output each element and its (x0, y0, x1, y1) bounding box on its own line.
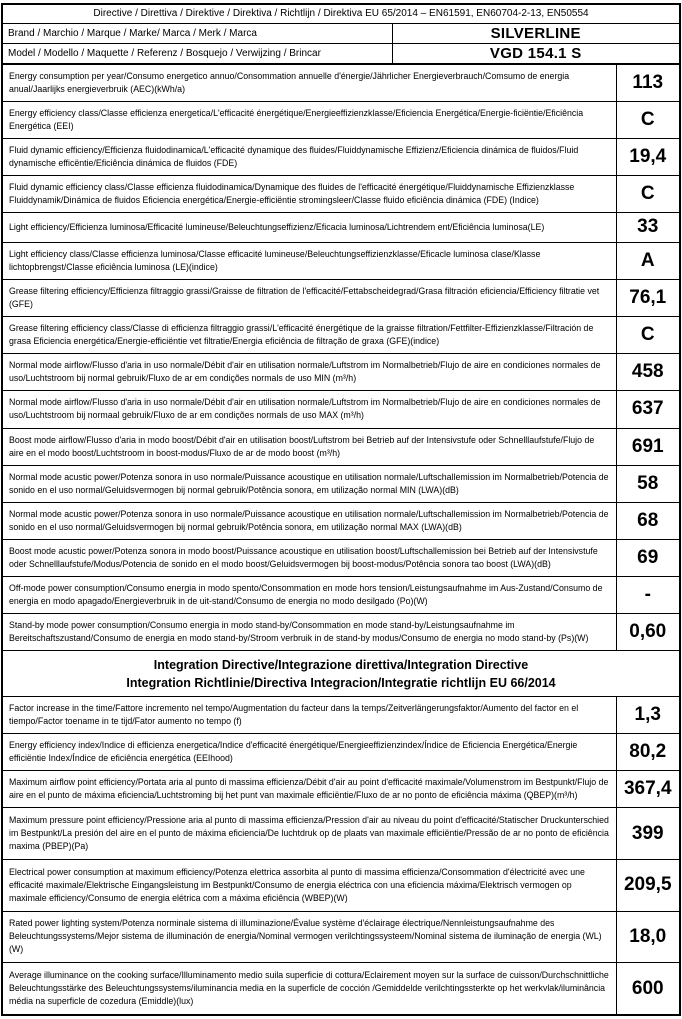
spec-label: Electrical power consumption at maximum efficiency/Potenza elettrica assorbita al punto di massima efficienza/Consommation d'électricité avec une efficacité maximale/Elektrische Eingangsleistung im Bestpunkt/Consumo de energia eléctrica con una eficiencia máxima/Elektrisch vermogen op maximale efficiency/Consumo de energia elétrica com a máxima eficiência (WBEP)(W) (3, 859, 616, 911)
spec-value: 600 (616, 963, 679, 1014)
table-row (3, 771, 679, 808)
brand-label: Brand / Marchio / Marque / Marke/ Marca / Merk / Marca (3, 23, 392, 43)
spec-value: 399 (616, 808, 679, 860)
table-row (3, 734, 679, 771)
spec-value: 68 (616, 502, 679, 539)
spec-label: Fluid dynamic efficiency/Efficienza fluidodinamica/L'efficacité dynamique des fluides/Fluiddynamische Effizienz/Eficiencia dinámica de fluidos/Fluid dynamische efficëntie/Eficiência dinámica de fluidos (FDE) (3, 138, 616, 175)
directive-header: Directive / Direttiva / Direktive / Direktiva / Richtlijn / Direktiva EU 65/2014 – EN61591, EN60704-2-13, EN50554 (3, 5, 679, 23)
spec-value: 69 (616, 539, 679, 576)
spec-label: Boost mode acustic power/Potenza sonora in modo boost/Puissance acoustique en utilisation boost/Luftschallemission bei Betrieb auf der Intensivstufe oder Schnelllaufstufe/Modus/Potencia de sonido en el modo boost/Geluidsvermogen bij boost-modus/Potência sonora tao boost (LWA)(dB) (3, 539, 616, 576)
spec-value: A (616, 243, 679, 280)
spec-label: Grease filtering efficiency class/Classe di efficienza filtraggio grassi/L'efficacité énergétique de la graisse filtration/Fettfilter-Effizienzklasse/Filtración de grasa Eficiencia energética/Energie-efficiëntie vet filtratie/Energia eficiência de filtração de graxa (GFE)(indice) (3, 317, 616, 354)
spec-value: 0,60 (616, 613, 679, 650)
table-row (3, 859, 679, 911)
spec-label: Factor increase in the time/Fattore incremento nel tempo/Augmentation du facteur dans la temps/Zeitverlängerungsfaktor/Aumento del factor en el tiempo/Factor toename in te tijd/Fator aumento no tempo (f) (3, 697, 616, 734)
table-row (3, 212, 679, 242)
spec-value: 80,2 (616, 734, 679, 771)
table-row (3, 354, 679, 391)
spec-label: Normal mode airflow/Flusso d'aria in uso normale/Débit d'air en utilisation normale/Luftstrom im Normalbetrieb/Flujo de aire en condiciones normales de uso/Luchtstroom bij normaal gebruik/Fluxo de ar em condições normals de uso MAX (m³/h) (3, 391, 616, 428)
section-header-line1: Integration Directive/Integrazione direttiva/Integration Directive (153, 657, 529, 672)
spec-value: 1,3 (616, 697, 679, 734)
header-table (3, 5, 679, 64)
table-row (3, 64, 679, 101)
spec-label: Fluid dynamic efficiency class/Classe efficienza fluidodinamica/Dynamique des fluides de l'efficacité énergétique/Fluiddynamische Effizienzklasse Fluiddynamik/Dinámica de fluidos Eficiencia energética/Energie-efficiëntie stromingsleer/Classe fluido eficiência dinámica (FDE) (Indice) (3, 175, 616, 212)
section-header-line2: Integration Richtlinie/Directiva Integracion/Integratie richtlijn EU 66/2014 (126, 675, 556, 690)
spec-value: 458 (616, 354, 679, 391)
spec-value: 76,1 (616, 280, 679, 317)
spec-label: Energy efficiency index/Indice di efficienza energetica/Indice d'efficacité énergétique/Energieeffizienzindex/Índice de Eficiencia Energética/Energie efficiëntie Index/Índice de eficiência energética (EEIhood) (3, 734, 616, 771)
spec-sheet (1, 3, 681, 1016)
spec-value: 691 (616, 428, 679, 465)
spec-label: Off-mode power consumption/Consumo energia in modo spento/Consommation en mode hors tension/Leistungsaufnahme im Aus-Zustand/Consumo de energia en modo apagado/Energieverbruik in de uit-stand/Consumo de energia no modo desilgado (Po)(W) (3, 576, 616, 613)
model-label: Model / Modello / Maquette / Referenz / Bosquejo / Verwijzing / Brincar (3, 43, 392, 63)
spec-label: Light efficiency/Efficienza luminosa/Efficacité lumineuse/Beleuchtungseffizienz/Eficacia luminosa/Lichtrendem ent/Eficiência luminosa(LE) (3, 212, 616, 242)
spec-value: - (616, 576, 679, 613)
spec-label: Light efficiency class/Classe efficienza luminosa/Classe efficacité lumineuse/Beleuchtungseffizienzklasse/Eficacle luminosa clase/Klasse lichtopbrengst/Classe eficiência luminosa (LE)(indice) (3, 243, 616, 280)
model-value: VGD 154.1 S (392, 43, 679, 63)
spec-value: 367,4 (616, 771, 679, 808)
table-row (3, 539, 679, 576)
table-row (3, 175, 679, 212)
table-row (3, 317, 679, 354)
table-row (3, 280, 679, 317)
spec-label: Energy consumption per year/Consumo energetico annuo/Consommation annuelle d'énergie/Jährlicher Energieverbrauch/Comsumo de energia anual/Jaarlijks energieverbruik (AEC)(kWh/a) (3, 64, 616, 101)
table-row (3, 576, 679, 613)
spec-label: Maximum airflow point efficiency/Portata aria al punto di massima efficienza/Débit d'air au point d'efficacité maximale/Volumenstrom im Bestpunkt/Flujo de aire en el punto de máxima eficiencia/Luchtstroming bij het punt van maximale efficiëntie/Fluxo de ar no ponto de eficiência máxima (QBEP)(m³/h) (3, 771, 616, 808)
table-row (3, 243, 679, 280)
spec-value: C (616, 317, 679, 354)
spec-value: 33 (616, 212, 679, 242)
spec-value: 19,4 (616, 138, 679, 175)
spec-label: Normal mode acustic power/Potenza sonora in uso normale/Puissance acoustique en utilisation normale/Luftschallemission im Normalbetrieb/Potencia de sonido en el uso normal/Geluidsvermogen bij normal gebruik/Potência sonora, em utilização normal MAX (LWA)(dB) (3, 502, 616, 539)
spec-value: C (616, 175, 679, 212)
spec-label: Normal mode airflow/Flusso d'aria in uso normale/Débit d'air en utilisation normale/Luftstrom im Normalbetrieb/Flujo de aire en condiciones normales de uso/Luchtstroom bij normal gebruik/Fluxo de ar em condições normals de uso MIN (m³/h) (3, 354, 616, 391)
spec-value: 113 (616, 64, 679, 101)
spec-label: Normal mode acustic power/Potenza sonora in uso normale/Puissance acoustique en utilisation normale/Luftschallemission im Normalbetrieb/Potencia de sonido en el uso normal/Geluidsvermogen bij normal gebruik/Potência sonora, em utilização normal MIN (LWA)(dB) (3, 465, 616, 502)
spec-label: Stand-by mode power consumption/Consumo energia in modo stand-by/Consommation en mode stand-by/Leistungsaufnahme im Bereitschaftszustand/Consumo de energia en modo stand-by/Stroom verbruik in de stand-by modus/Consumo de energia no modo stand-by (Ps)(W) (3, 613, 616, 650)
spec-value: C (616, 101, 679, 138)
directive-row (3, 5, 679, 23)
spec-label: Average illuminance on the cooking surface/Illuminamento medio suila superficie di cottura/Eclairement moyen sur la surface de cuisson/Durchschnittliche Beleuchtungsstärke des Beleuchtungssystems/iluminancia media en la superficle de cocción /Gemiddelde verilchtingssterkte op het werkvlak/iluminância média na superficle de cozedura (Emiddle)(lux) (3, 963, 616, 1014)
table-row (3, 428, 679, 465)
brand-value: SILVERLINE (392, 23, 679, 43)
section-header (3, 651, 679, 697)
spec-value: 209,5 (616, 859, 679, 911)
section-header-row (3, 651, 679, 697)
table-row (3, 101, 679, 138)
spec-value: 637 (616, 391, 679, 428)
brand-row (3, 23, 679, 43)
table-row (3, 963, 679, 1014)
table-row (3, 391, 679, 428)
spec-label: Grease filtering efficiency/Efficienza filtraggio grassi/Graisse de filtration de l'efficacité/Fettabscheidegrad/Grasa filtración eficiencia/Efficiency filtratie vet (GFE) (3, 280, 616, 317)
table-row (3, 613, 679, 650)
table-row (3, 808, 679, 860)
spec-value: 58 (616, 465, 679, 502)
spec-label: Energy efficiency class/Classe efficienza energetica/L'efficacité énergétique/Energieeffizienzklasse/Eficiencia Energética/Energie-ficiëntie/Eficiência Energética (EEI) (3, 101, 616, 138)
model-row (3, 43, 679, 63)
spec-label: Maximum pressure point efficiency/Pressione aria al punto di massima efficienza/Pression d'air au niveau du point d'efficacité/Statischer Druckunterschied im Bestpunkt/La presión del aire en el punto de máxima eficiencia/De luchtdruk op de plaats van maximale efficiëntie/Pressão de ar no ponto de eficiência maxima (PBEP)(Pa) (3, 808, 616, 860)
table-row (3, 697, 679, 734)
spec-value: 18,0 (616, 911, 679, 963)
spec-table (3, 64, 679, 1015)
table-row (3, 502, 679, 539)
table-row (3, 138, 679, 175)
spec-label: Rated power lighting system/Potenza norminale sistema di illuminazione/Évalue système d'éclairage électrique/Nennleistungsaufnahme des Beleuchtungssystems/Mejor sistema de illuminación de energia/Nominal vermogen verilchtingssysteem/Nominal sistema de iluminação de energia (WL)(W) (3, 911, 616, 963)
table-row (3, 911, 679, 963)
table-row (3, 465, 679, 502)
spec-label: Boost mode airflow/Flusso d'aria in modo boost/Débit d'air en utilisation boost/Luftstrom bei Betrieb auf der Intensivstufe oder Schnelllaufstufe/Flujo de aire en el modo boost/Luchtstroom in boost-modus/Fluxo de ar de modo boost (m³/h) (3, 428, 616, 465)
